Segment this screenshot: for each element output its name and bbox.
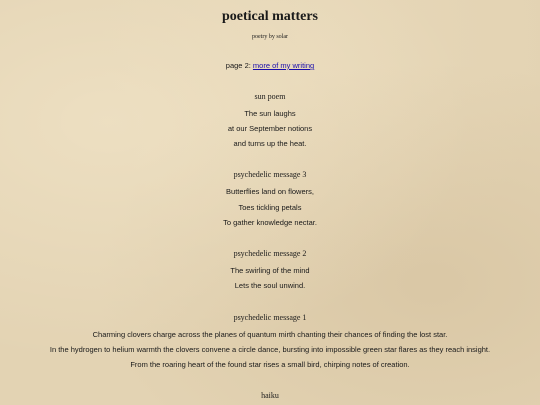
poem-line: To gather knowledge nectar. bbox=[223, 218, 317, 227]
poem-title: haiku bbox=[261, 391, 279, 400]
poem-line: Charming clovers charge across the planes of quantum mirth chanting their chances of finding the lost star. bbox=[92, 330, 448, 339]
poem-title: psychedelic message 2 bbox=[233, 249, 307, 258]
site-title: poetical matters bbox=[221, 9, 319, 24]
poem-line: Butterflies land on flowers, bbox=[226, 187, 314, 196]
poem-title: psychedelic message 1 bbox=[233, 313, 307, 322]
poem-title: sun poem bbox=[254, 92, 286, 101]
poem-line: The sun laughs bbox=[244, 109, 296, 118]
site-subtitle: poetry by solar bbox=[252, 34, 288, 40]
more-writing-link[interactable]: more of my writing bbox=[252, 61, 315, 70]
poem-title: psychedelic message 3 bbox=[233, 170, 307, 179]
poem-line: at our September notions bbox=[227, 124, 313, 133]
poem-line: Lets the soul unwind. bbox=[234, 281, 306, 290]
nav-line bbox=[0, 61, 540, 70]
nav-prefix: page 2: bbox=[225, 61, 251, 70]
poem-line: From the roaring heart of the found star rises a small bird, chirping notes of creation. bbox=[130, 360, 410, 369]
poem-line: and turns up the heat. bbox=[233, 139, 307, 148]
poem-line: Toes tickling petals bbox=[238, 203, 302, 212]
poem-line: In the hydrogen to helium warmth the clovers convene a circle dance, bursting into impossible green star flares as they reach insight. bbox=[49, 345, 491, 354]
poem-line: The swirling of the mind bbox=[230, 266, 310, 275]
